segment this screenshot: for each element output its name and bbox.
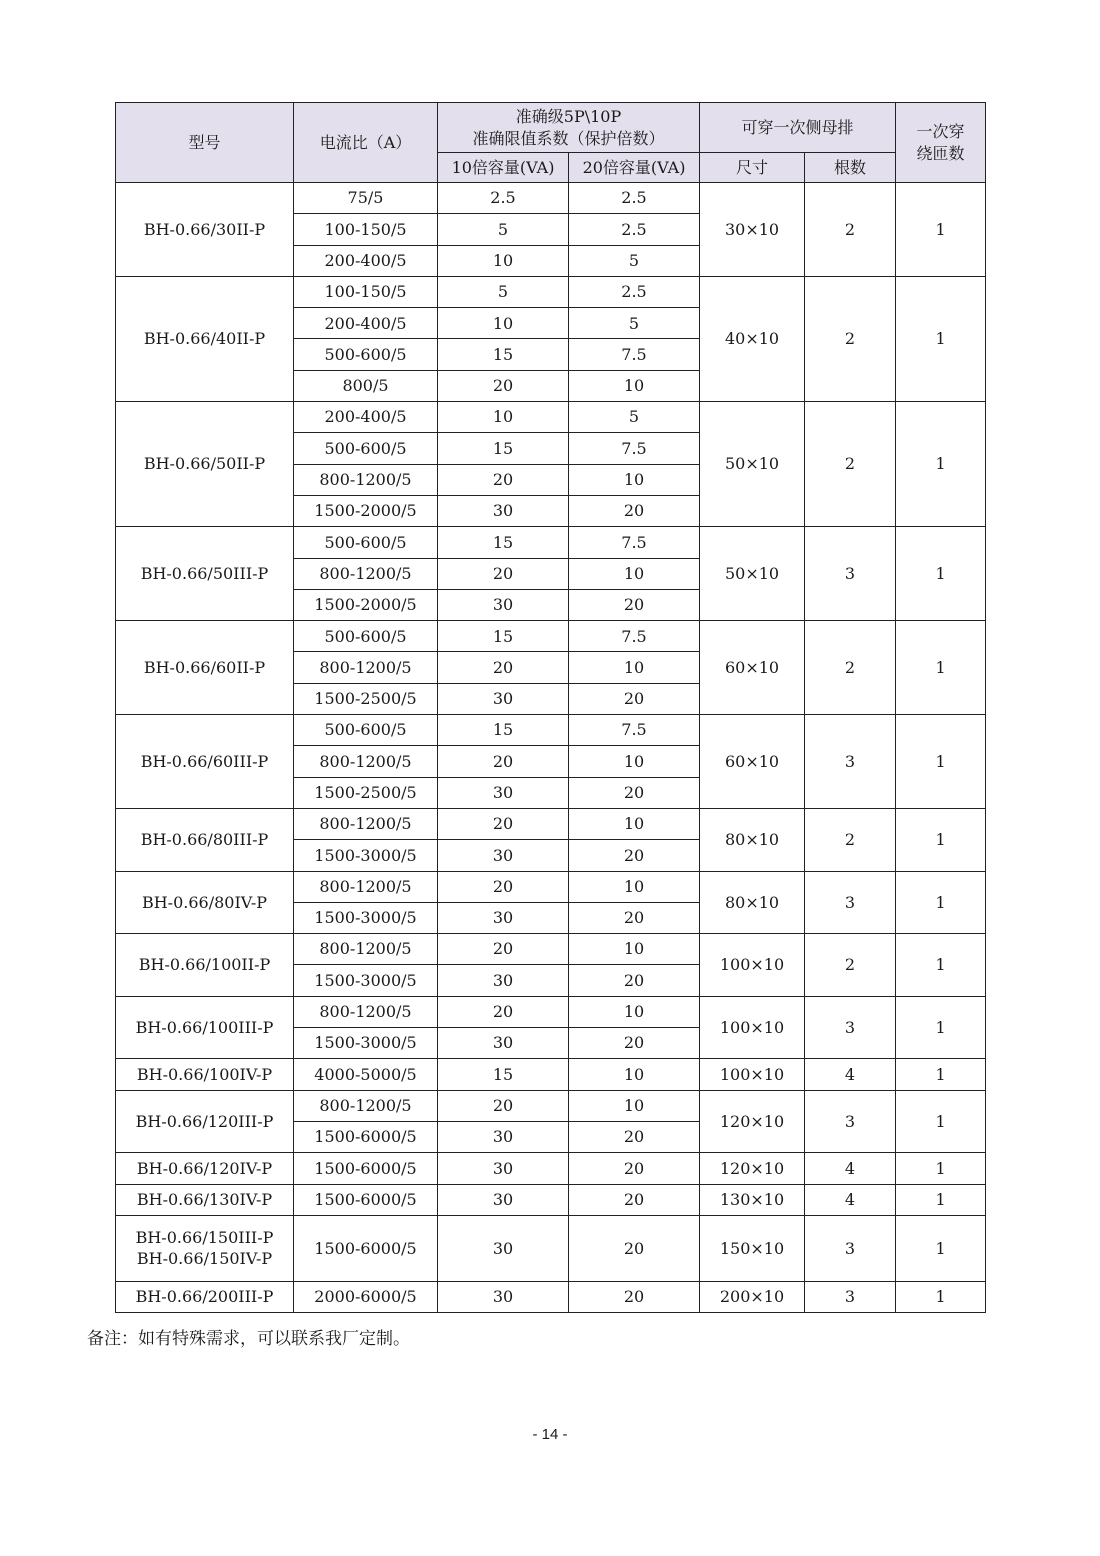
busbar-count-cell: 3 [805, 1215, 896, 1281]
cap20-cell: 7.5 [569, 433, 700, 464]
cap20-cell: 20 [569, 1184, 700, 1215]
ratio-cell: 200-400/5 [294, 308, 438, 339]
cap10-cell: 30 [438, 683, 569, 714]
busbar-count-cell: 4 [805, 1153, 896, 1184]
cap20-cell: 2.5 [569, 183, 700, 214]
ratio-cell: 500-600/5 [294, 715, 438, 746]
ratio-cell: 1500-6000/5 [294, 1184, 438, 1215]
model-cell [116, 996, 294, 1059]
table-row [116, 527, 986, 558]
cap10-cell: 30 [438, 965, 569, 996]
busbar-count-cell: 2 [805, 402, 896, 527]
ratio-cell: 200-400/5 [294, 245, 438, 276]
cap10-cell: 30 [438, 902, 569, 933]
ratio-cell: 100-150/5 [294, 276, 438, 307]
header-accuracy-line1: 准确级5P\10P [515, 106, 622, 126]
model-name: BH-0.66/100III-P [135, 1017, 274, 1037]
ratio-cell: 4000-5000/5 [294, 1059, 438, 1090]
page-number: - 14 - [532, 1426, 568, 1443]
turns-cell: 1 [896, 1090, 986, 1153]
ratio-cell: 800-1200/5 [294, 808, 438, 839]
ratio-cell: 800-1200/5 [294, 1090, 438, 1121]
table-row [116, 996, 986, 1027]
busbar-count-cell: 2 [805, 276, 896, 401]
ratio-cell: 1500-3000/5 [294, 1028, 438, 1059]
cap20-cell: 10 [569, 808, 700, 839]
turns-cell: 1 [896, 715, 986, 809]
table-row [116, 183, 986, 214]
turns-cell: 1 [896, 621, 986, 715]
ratio-cell: 1500-3000/5 [294, 965, 438, 996]
turns-cell: 1 [896, 1059, 986, 1090]
header-turns [896, 103, 986, 183]
busbar-size-cell: 60×10 [700, 621, 805, 715]
busbar-count-cell: 2 [805, 808, 896, 871]
header-turns-line2: 绕匝数 [916, 143, 965, 163]
turns-cell: 1 [896, 871, 986, 934]
table-row [116, 871, 986, 902]
table-row [116, 621, 986, 652]
cap10-cell: 20 [438, 558, 569, 589]
cap10-cell: 15 [438, 527, 569, 558]
cap20-cell: 20 [569, 1215, 700, 1281]
busbar-count-cell: 2 [805, 621, 896, 715]
ratio-cell: 800-1200/5 [294, 996, 438, 1027]
cap20-cell: 20 [569, 1121, 700, 1152]
cap10-cell: 30 [438, 1184, 569, 1215]
table-row [116, 1059, 986, 1090]
footnote: 备注：如有特殊需求，可以联系我厂定制。 [87, 1329, 410, 1349]
busbar-count-cell: 3 [805, 996, 896, 1059]
turns-cell: 1 [896, 276, 986, 401]
model-name: BH-0.66/80IV-P [141, 892, 268, 912]
ratio-cell: 1500-3000/5 [294, 902, 438, 933]
cap10-cell: 20 [438, 1090, 569, 1121]
model-cell [116, 621, 294, 715]
model-cell [116, 808, 294, 871]
cap10-cell: 30 [438, 1028, 569, 1059]
busbar-count-cell: 2 [805, 183, 896, 277]
cap20-cell: 10 [569, 652, 700, 683]
busbar-size-cell: 30×10 [700, 183, 805, 277]
ratio-cell: 200-400/5 [294, 402, 438, 433]
cap20-cell: 20 [569, 495, 700, 526]
table-row [116, 402, 986, 433]
model-name: BH-0.66/80III-P [140, 829, 269, 849]
turns-cell: 1 [896, 1153, 986, 1184]
cap20-cell: 7.5 [569, 621, 700, 652]
busbar-size-cell: 150×10 [700, 1215, 805, 1281]
model-cell [116, 1153, 294, 1184]
table-row [116, 808, 986, 839]
cap10-cell: 30 [438, 777, 569, 808]
cap20-cell: 10 [569, 1090, 700, 1121]
cap20-cell: 10 [569, 934, 700, 965]
ratio-cell: 100-150/5 [294, 214, 438, 245]
table-row [116, 715, 986, 746]
cap20-cell: 10 [569, 370, 700, 401]
ratio-cell: 1500-2500/5 [294, 683, 438, 714]
model-name: BH-0.66/50III-P [140, 563, 269, 583]
table-row [116, 1184, 986, 1215]
ratio-cell: 500-600/5 [294, 339, 438, 370]
model-name: BH-0.66/60III-P [140, 751, 269, 771]
table-body [116, 183, 986, 1313]
header-busbar: 可穿一次侧母排 [700, 103, 896, 153]
cap10-cell: 10 [438, 402, 569, 433]
cap10-cell: 30 [438, 1121, 569, 1152]
busbar-size-cell: 100×10 [700, 996, 805, 1059]
cap20-cell: 2.5 [569, 214, 700, 245]
ratio-cell: 1500-2000/5 [294, 495, 438, 526]
ratio-cell: 1500-6000/5 [294, 1215, 438, 1281]
header-model: 型号 [116, 103, 294, 183]
model-name: BH-0.66/150III-P [135, 1227, 274, 1247]
cap20-cell: 20 [569, 840, 700, 871]
busbar-count-cell: 4 [805, 1059, 896, 1090]
cap10-cell: 30 [438, 1215, 569, 1281]
cap20-cell: 20 [569, 589, 700, 620]
busbar-count-cell: 3 [805, 1090, 896, 1153]
cap10-cell: 10 [438, 245, 569, 276]
turns-cell: 1 [896, 996, 986, 1059]
model-cell [116, 1184, 294, 1215]
cap10-cell: 20 [438, 808, 569, 839]
ratio-cell: 800-1200/5 [294, 746, 438, 777]
cap20-cell: 5 [569, 308, 700, 339]
busbar-size-cell: 100×10 [700, 934, 805, 997]
model-cell [116, 715, 294, 809]
cap10-cell: 2.5 [438, 183, 569, 214]
cap10-cell: 20 [438, 996, 569, 1027]
busbar-size-cell: 50×10 [700, 527, 805, 621]
ratio-cell: 1500-2500/5 [294, 777, 438, 808]
turns-cell: 1 [896, 527, 986, 621]
turns-cell: 1 [896, 808, 986, 871]
cap10-cell: 5 [438, 276, 569, 307]
cap10-cell: 15 [438, 1059, 569, 1090]
cap10-cell: 30 [438, 840, 569, 871]
header-busbar-count: 根数 [805, 153, 896, 183]
model-name: BH-0.66/120IV-P [136, 1158, 273, 1178]
ratio-cell: 1500-2000/5 [294, 589, 438, 620]
cap20-cell: 5 [569, 402, 700, 433]
cap20-cell: 20 [569, 965, 700, 996]
model-cell [116, 871, 294, 934]
table-row [116, 276, 986, 307]
table-row [116, 934, 986, 965]
model-cell [116, 934, 294, 997]
cap10-cell: 15 [438, 715, 569, 746]
turns-cell: 1 [896, 1184, 986, 1215]
model-cell [116, 1059, 294, 1090]
busbar-count-cell: 4 [805, 1184, 896, 1215]
busbar-size-cell: 50×10 [700, 402, 805, 527]
turns-cell: 1 [896, 183, 986, 277]
model-name: BH-0.66/100IV-P [136, 1064, 273, 1084]
model-cell [116, 183, 294, 277]
cap10-cell: 5 [438, 214, 569, 245]
turns-cell: 1 [896, 1281, 986, 1312]
cap10-cell: 15 [438, 621, 569, 652]
busbar-size-cell: 80×10 [700, 808, 805, 871]
model-cell [116, 276, 294, 401]
busbar-size-cell: 200×10 [700, 1281, 805, 1312]
busbar-size-cell: 100×10 [700, 1059, 805, 1090]
busbar-size-cell: 120×10 [700, 1153, 805, 1184]
model-name: BH-0.66/200III-P [135, 1287, 274, 1307]
turns-cell: 1 [896, 934, 986, 997]
ratio-cell: 800-1200/5 [294, 871, 438, 902]
busbar-count-cell: 3 [805, 1281, 896, 1312]
table-row [116, 1153, 986, 1184]
cap20-cell: 20 [569, 683, 700, 714]
cap10-cell: 20 [438, 871, 569, 902]
cap20-cell: 10 [569, 871, 700, 902]
cap10-cell: 10 [438, 308, 569, 339]
cap10-cell: 20 [438, 370, 569, 401]
cap20-cell: 10 [569, 1059, 700, 1090]
cap10-cell: 15 [438, 339, 569, 370]
cap20-cell: 7.5 [569, 715, 700, 746]
busbar-size-cell: 130×10 [700, 1184, 805, 1215]
cap20-cell: 20 [569, 902, 700, 933]
cap20-cell: 20 [569, 1153, 700, 1184]
table-row [116, 1090, 986, 1121]
cap20-cell: 2.5 [569, 276, 700, 307]
cap20-cell: 10 [569, 464, 700, 495]
busbar-size-cell: 120×10 [700, 1090, 805, 1153]
ratio-cell: 800-1200/5 [294, 652, 438, 683]
cap20-cell: 10 [569, 746, 700, 777]
ratio-cell: 1500-3000/5 [294, 840, 438, 871]
model-cell [116, 527, 294, 621]
spec-table [115, 102, 986, 1313]
cap20-cell: 10 [569, 558, 700, 589]
ratio-cell: 1500-6000/5 [294, 1153, 438, 1184]
cap10-cell: 15 [438, 433, 569, 464]
cap10-cell: 20 [438, 746, 569, 777]
ratio-cell: 2000-6000/5 [294, 1281, 438, 1312]
busbar-count-cell: 3 [805, 871, 896, 934]
cap10-cell: 20 [438, 934, 569, 965]
header-ratio: 电流比（A） [294, 103, 438, 183]
ratio-cell: 75/5 [294, 183, 438, 214]
turns-cell: 1 [896, 402, 986, 527]
busbar-count-cell: 3 [805, 715, 896, 809]
model-name: BH-0.66/130IV-P [136, 1189, 273, 1209]
ratio-cell: 800-1200/5 [294, 934, 438, 965]
ratio-cell: 800-1200/5 [294, 558, 438, 589]
header-turns-line1: 一次穿 [916, 121, 965, 141]
header-cap20: 20倍容量(VA) [569, 153, 700, 183]
cap20-cell: 5 [569, 245, 700, 276]
turns-cell: 1 [896, 1215, 986, 1281]
header-cap10: 10倍容量(VA) [438, 153, 569, 183]
header-busbar-size: 尺寸 [700, 153, 805, 183]
ratio-cell: 800-1200/5 [294, 464, 438, 495]
busbar-size-cell: 40×10 [700, 276, 805, 401]
model-name: BH-0.66/30II-P [143, 219, 266, 239]
cap10-cell: 20 [438, 652, 569, 683]
model-name: BH-0.66/50II-P [143, 454, 266, 474]
table-row [116, 1281, 986, 1312]
ratio-cell: 800/5 [294, 370, 438, 401]
table-row [116, 1215, 986, 1281]
model-cell [116, 402, 294, 527]
cap20-cell: 7.5 [569, 339, 700, 370]
cap10-cell: 30 [438, 1281, 569, 1312]
model-cell [116, 1090, 294, 1153]
model-name: BH-0.66/100II-P [138, 955, 271, 975]
cap10-cell: 30 [438, 1153, 569, 1184]
model-name: BH-0.66/120III-P [135, 1111, 274, 1131]
cap20-cell: 20 [569, 777, 700, 808]
cap10-cell: 30 [438, 589, 569, 620]
table-header [116, 103, 986, 183]
ratio-cell: 500-600/5 [294, 527, 438, 558]
cap20-cell: 10 [569, 996, 700, 1027]
cap20-cell: 20 [569, 1028, 700, 1059]
busbar-size-cell: 60×10 [700, 715, 805, 809]
ratio-cell: 1500-6000/5 [294, 1121, 438, 1152]
busbar-size-cell: 80×10 [700, 871, 805, 934]
cap10-cell: 20 [438, 464, 569, 495]
cap20-cell: 7.5 [569, 527, 700, 558]
header-accuracy-line2: 准确限值系数（保护倍数） [472, 128, 665, 148]
model-cell [116, 1215, 294, 1281]
ratio-cell: 500-600/5 [294, 621, 438, 652]
busbar-count-cell: 3 [805, 527, 896, 621]
model-cell [116, 1281, 294, 1312]
header-accuracy [438, 103, 700, 153]
model-name: BH-0.66/150IV-P [136, 1249, 273, 1269]
model-name: BH-0.66/60II-P [143, 657, 266, 677]
ratio-cell: 500-600/5 [294, 433, 438, 464]
busbar-count-cell: 2 [805, 934, 896, 997]
cap20-cell: 20 [569, 1281, 700, 1312]
model-name: BH-0.66/40II-P [143, 329, 266, 349]
cap10-cell: 30 [438, 495, 569, 526]
